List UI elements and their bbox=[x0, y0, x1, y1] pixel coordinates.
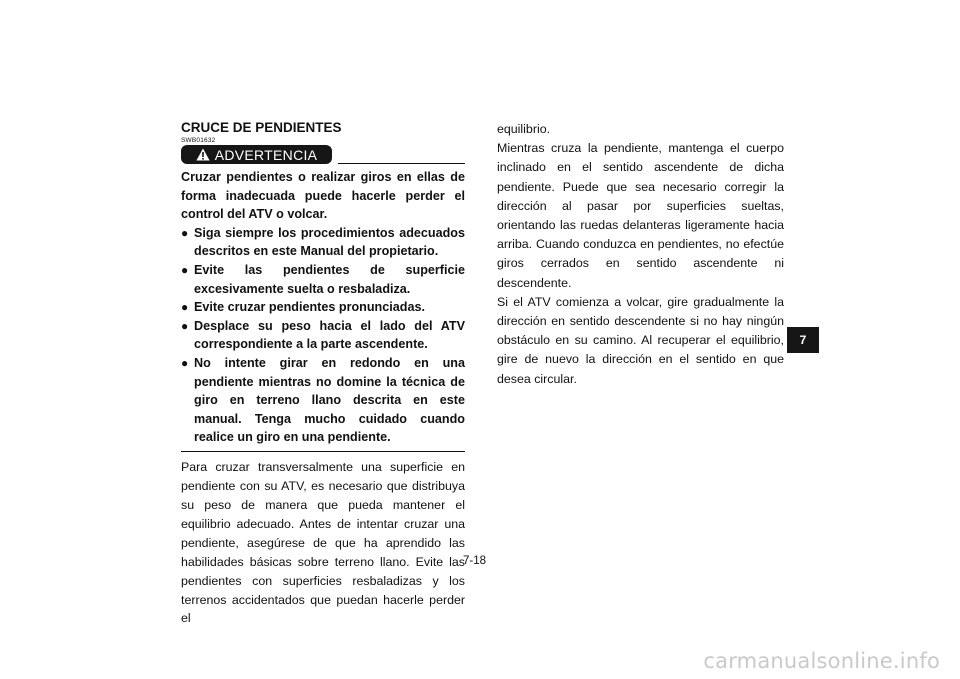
chapter-tab: 7 bbox=[787, 327, 819, 353]
body-paragraph: Si el ATV comienza a volcar, gire gradualmente la dirección en sentido descendente si no hay ningún obstáculo en su camino. Al recuperar el equilibrio, gire de nuevo la dirección en el sentido en que desea circular. bbox=[497, 294, 784, 386]
warning-bullet: ● Evite las pendientes de superficie excesivamente suelta o resbaladiza. bbox=[181, 262, 465, 296]
body-paragraph: equilibrio. bbox=[497, 122, 551, 136]
right-body-text bbox=[497, 120, 784, 389]
warning-bullets bbox=[181, 224, 465, 447]
bullet-dot-icon: ● bbox=[181, 355, 189, 370]
body-paragraph: Para cruzar transversalmente una superficie en pendiente con su ATV, es necesario que distribuya su peso de manera que pueda mantener el equilibrio adecuado. Antes de intentar cruzar una pendiente, asegúrese de que ha aprendido las habilidades básicas sobre terreno llano. Evite las pendientes con superficies resbaladizas y los terrenos accidentados que puedan hacerle perder el bbox=[181, 460, 465, 626]
right-column bbox=[497, 120, 784, 389]
warning-body bbox=[181, 168, 465, 452]
warning-intro: Cruzar pendientes o realizar giros en ellas de forma inadecuada puede hacerle perder el control del ATV o volcar. bbox=[181, 170, 465, 222]
warning-rule bbox=[338, 163, 465, 164]
reference-code: SWB01632 bbox=[181, 137, 216, 144]
section-title: CRUCE DE PENDIENTES bbox=[181, 120, 342, 135]
warning-triangle-icon bbox=[196, 148, 210, 161]
page-number: 7-18 bbox=[463, 555, 487, 567]
warning-bullet: ● Siga siempre los procedimientos adecuados descritos en este Manual del propietario. bbox=[181, 225, 465, 259]
warning-label: ADVERTENCIA bbox=[214, 146, 318, 163]
watermark: carmanualsonline.info bbox=[703, 649, 940, 673]
warning-bullet: ● Evite cruzar pendientes pronunciadas. bbox=[181, 298, 465, 317]
bullet-dot-icon: ● bbox=[181, 262, 189, 277]
left-body-text bbox=[181, 458, 465, 628]
left-column bbox=[181, 120, 465, 628]
bullet-dot-icon: ● bbox=[181, 300, 189, 315]
warning-header bbox=[181, 145, 465, 165]
bullet-dot-icon: ● bbox=[181, 318, 189, 333]
warning-bullet: ● No intente girar en redondo en una pendiente mientras no domine la técnica de giro en terreno llano descrita en este manual. Tenga mucho cuidado cuando realice un giro en una pendiente. bbox=[181, 355, 465, 445]
warning-end-rule bbox=[181, 451, 465, 452]
warning-badge bbox=[181, 145, 332, 164]
bullet-dot-icon: ● bbox=[181, 225, 189, 240]
body-paragraph: Mientras cruza la pendiente, mantenga el cuerpo inclinado en el sentido ascendente de dicha pendiente. Puede que sea necesario corregir la dirección al pasar por superficies sueltas, orientando las ruedas delanteras ligeramente hacia arriba. Cuando conduzca en pendientes, no efectúe giros cerrados en sentido ascendente ni descendente. bbox=[497, 141, 784, 290]
warning-bullet: ● Desplace su peso hacia el lado del ATV correspondiente a la parte ascendente. bbox=[181, 318, 465, 352]
